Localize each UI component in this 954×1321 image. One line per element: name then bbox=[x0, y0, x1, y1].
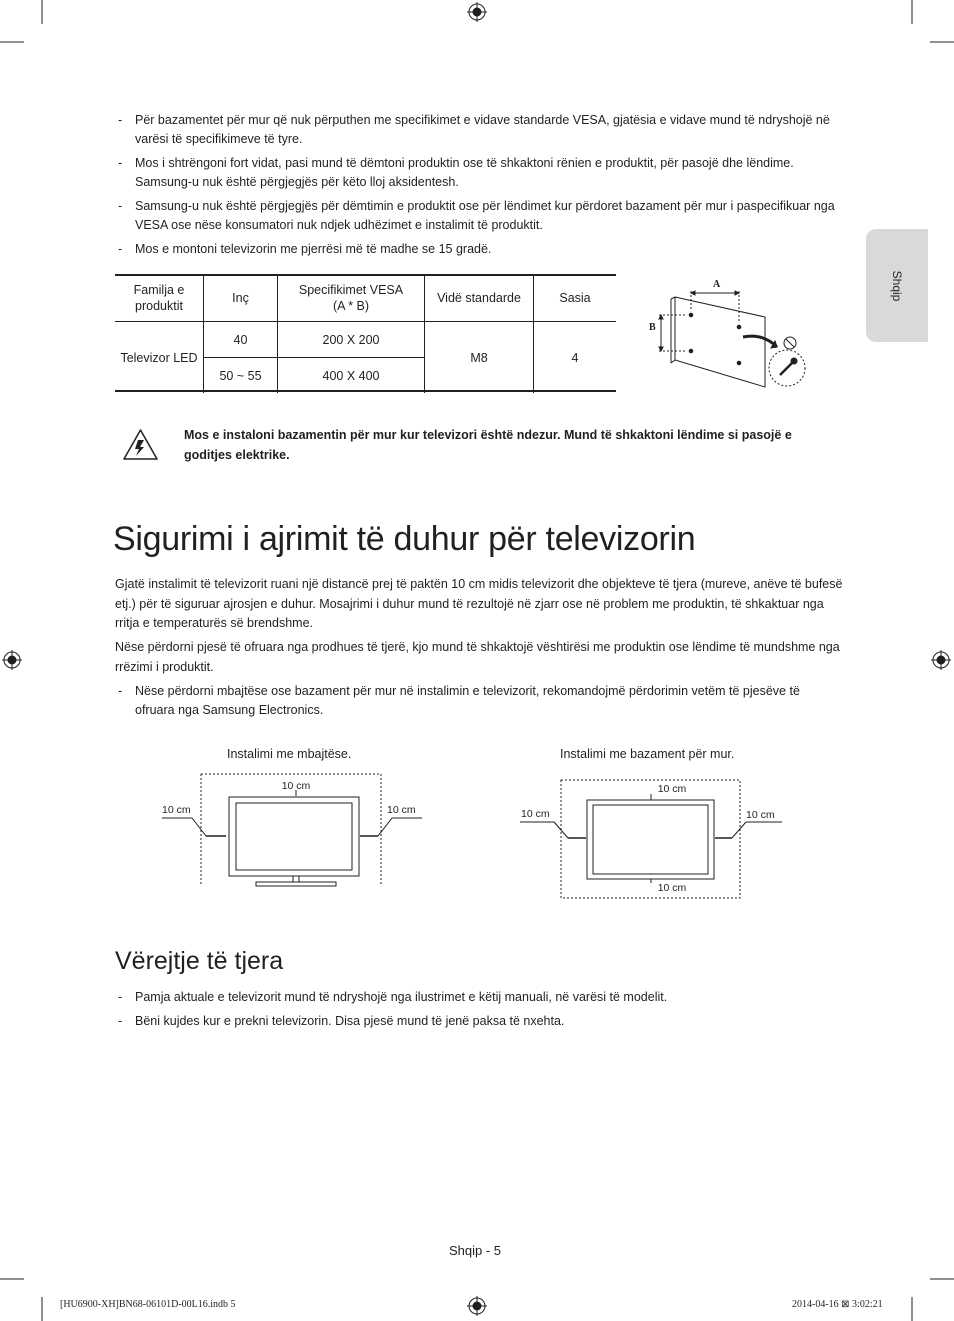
wall-top-gap-label: 10 cm bbox=[657, 783, 687, 795]
cell-inch: 40 bbox=[204, 322, 278, 358]
print-slug-left: [HU6900-XH]BN68-06101D-00L16.indb 5 bbox=[60, 1299, 236, 1310]
cell-qty: 4 bbox=[534, 322, 617, 394]
wall-left-gap-label: 10 cm bbox=[521, 808, 550, 820]
table-row bbox=[115, 322, 616, 358]
cell-vesa: 200 X 200 bbox=[278, 322, 425, 358]
dimension-label-a: A bbox=[713, 279, 721, 290]
language-side-tab bbox=[866, 229, 928, 342]
cell-family: Televizor LED bbox=[115, 322, 204, 394]
print-slug-right: 2014-04-16 ⊠ 3:02:21 bbox=[792, 1299, 883, 1310]
header-qty: Sasia bbox=[534, 275, 617, 322]
vesa-spec-table bbox=[115, 275, 616, 393]
list-item: - Nëse përdorni mbajtëse ose bazament për mur në instalimin e televizorit, rekomandojmë përdorimin vetëm të pjesëve të ofruara nga Samsung Electronics. bbox=[115, 682, 840, 720]
registration-mark-right bbox=[931, 650, 951, 670]
mid-bullet-list bbox=[115, 682, 840, 725]
subsection-title: Vërejtje të tjera bbox=[115, 947, 284, 975]
stand-top-gap-label: 10 cm bbox=[281, 780, 311, 792]
list-item: - Mos i shtrëngoni fort vidat, pasi mund të dëmtoni produktin ose të shkaktoni rënien e produktit, për pasojë dhe lëndime. Samsung-u nuk është përgjegjës për këto lloj aksidentesh. bbox=[115, 154, 840, 192]
header-inch: Inç bbox=[204, 275, 278, 322]
top-bullet-list bbox=[115, 111, 840, 264]
list-item: - Mos e montoni televizorin me pjerrësi më të madhe se 15 gradë. bbox=[115, 240, 840, 259]
vesa-wall-mount-diagram bbox=[645, 275, 815, 395]
cell-inch: 50 ~ 55 bbox=[204, 358, 278, 394]
dimension-label-b: B bbox=[649, 322, 656, 333]
wall-bottom-gap-label: 10 cm bbox=[657, 882, 687, 894]
wall-right-gap-label: 10 cm bbox=[746, 809, 775, 821]
stand-figure-caption: Instalimi me mbajtëse. bbox=[227, 747, 352, 761]
bottom-bullet-list bbox=[115, 988, 840, 1036]
stand-left-gap-label: 10 cm bbox=[162, 804, 191, 816]
electric-shock-warning-icon bbox=[122, 428, 159, 461]
list-item: - Për bazamentet për mur që nuk përputhen me specifikimet e vidave standarde VESA, gjatësia e vidave mund të ndryshojë në varësi të specifikimeve të tyre. bbox=[115, 111, 840, 149]
paragraph: Gjatë instalimit të televizorit ruani një distancë prej të paktën 10 cm midis televizorit dhe objekteve të tjera (mureve, anëve të bufesë etj.) për të siguruar ajrosjen e duhur. Mosajrimi i duhur mund të rezultojë në zjarr ose në problem me produktin, të shkaktuar nga rritja e temperaturës së brendshme. bbox=[115, 577, 843, 630]
list-item: - Bëni kujdes kur e prekni televizorin. Disa pjesë mund të jenë paksa të nxehta. bbox=[115, 1012, 840, 1031]
cell-vesa: 400 X 400 bbox=[278, 358, 425, 394]
header-vesa: Specifikimet VESA (A * B) bbox=[278, 275, 425, 322]
warning-text: Mos e instaloni bazamentin për mur kur televizori është ndezur. Mund të shkaktoni lëndime si pasojë e goditjes elektrike. bbox=[184, 428, 792, 462]
header-screw: Vidë standarde bbox=[425, 275, 534, 322]
table-rule-bottom bbox=[115, 390, 616, 392]
side-tab-label: Shqip bbox=[890, 270, 904, 301]
stand-right-gap-label: 10 cm bbox=[387, 804, 416, 816]
cell-screw: M8 bbox=[425, 322, 534, 394]
wall-figure-caption: Instalimi me bazament për mur. bbox=[560, 747, 735, 761]
paragraph: Nëse përdorni pjesë të ofruara nga prodhues të tjerë, kjo mund të shkaktojë vështirësi me produktin ose lëndime të mundshme nga rrëzimi i produktit. bbox=[115, 640, 840, 674]
list-item: - Samsung-u nuk është përgjegjës për dëmtimin e produktit ose për lëndimet kur përdoret bazament për mur i paspecifikuar nga VESA ose nëse konsumatori nuk ndjek udhëzimet e instalimit të produktit. bbox=[115, 197, 840, 235]
registration-mark-bottom bbox=[467, 1296, 487, 1316]
registration-mark-left bbox=[2, 650, 22, 670]
table-row bbox=[115, 275, 616, 322]
wall-installation-figure bbox=[518, 770, 788, 902]
section-title: Sigurimi i ajrimit të duhur për televizorin bbox=[113, 520, 696, 558]
list-item: - Pamja aktuale e televizorit mund të ndryshojë nga ilustrimet e këtij manuali, në varësi të modelit. bbox=[115, 988, 840, 1007]
registration-mark-top bbox=[467, 2, 487, 22]
stand-installation-figure bbox=[160, 770, 430, 890]
page-footer: Shqip - 5 bbox=[449, 1243, 502, 1258]
header-family: Familja e produktit bbox=[133, 283, 185, 313]
